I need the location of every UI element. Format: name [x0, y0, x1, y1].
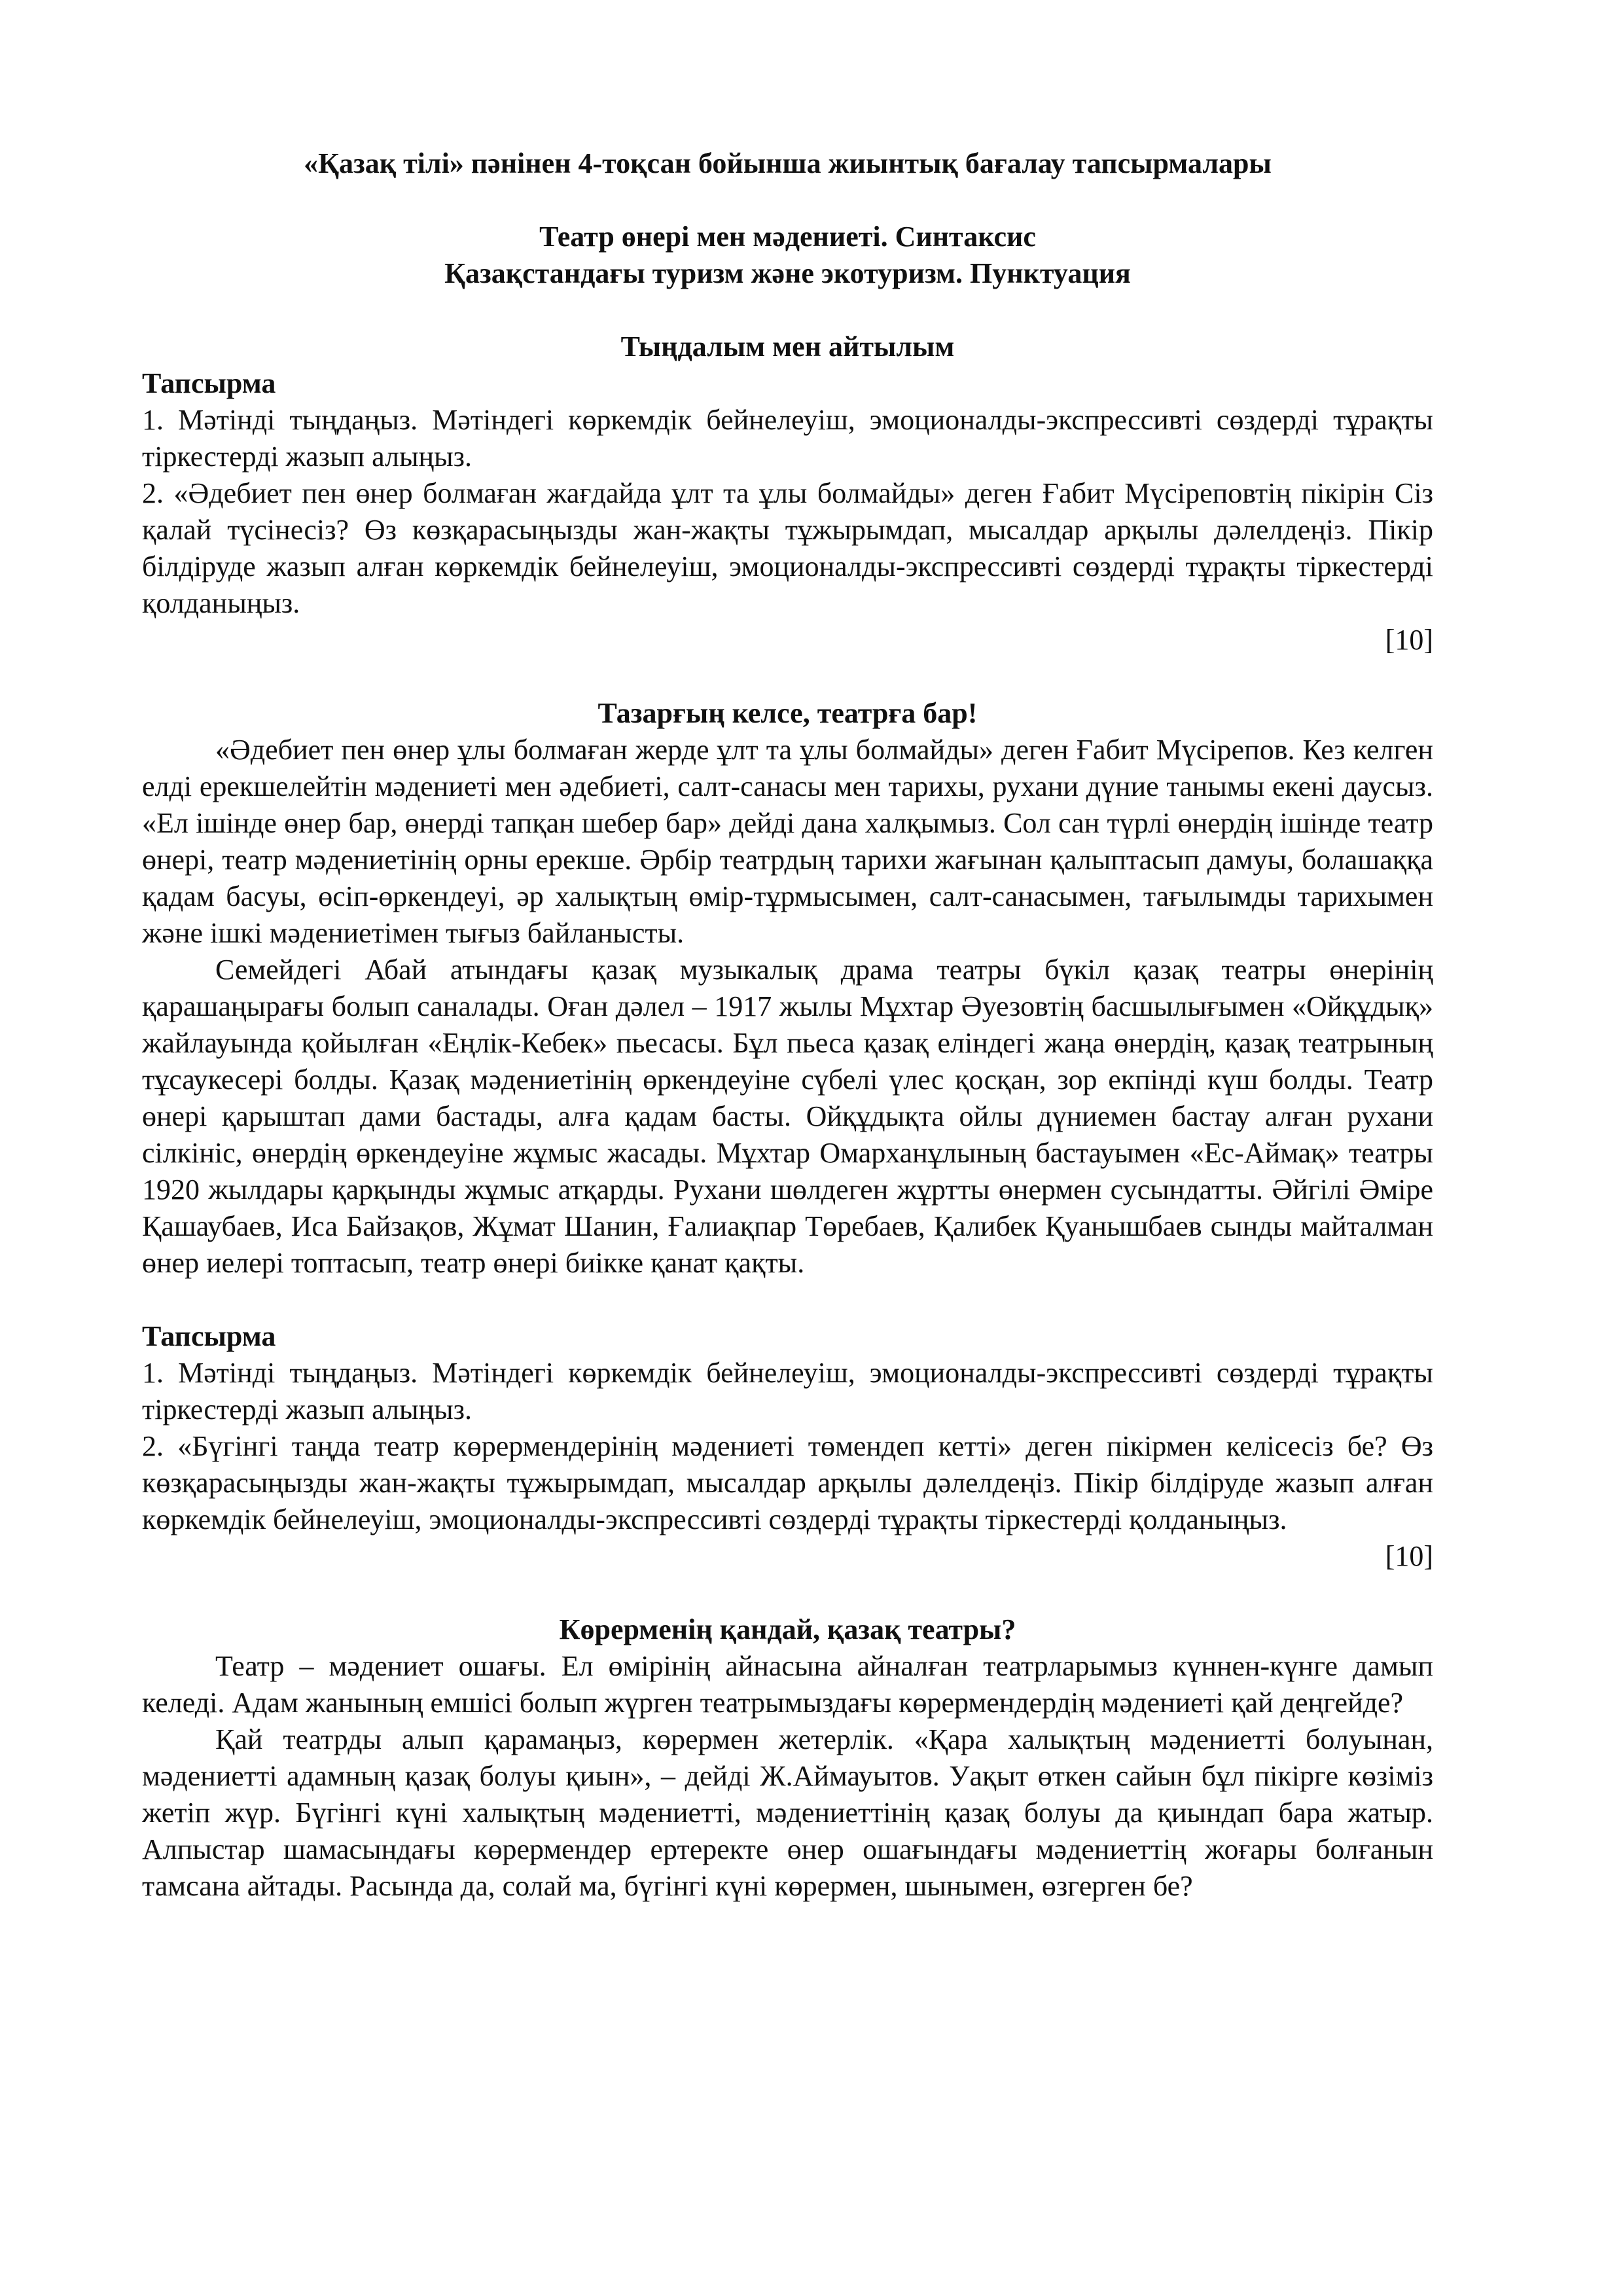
text-1-paragraph-1: «Әдебиет пен өнер ұлы болмаған жерде ұлт та ұлы болмайды» деген Ғабит Мүсірепов. Кез келген елді ерекшелейтін мәдениеті мен әдебиеті, салт-санасы мен тарихы, рухани дүние танымы екені даусыз. «Ел ішінде өнер бар, өнерді тапқан шебер бар» дейді дана халқымыз. Сол сан түрлі өнердің ішінде театр өнері, театр мәдениетінің орны ерекше. Әрбір театрдың тарихи жағынан қалыптасып дамуы, болашаққа қадам басуы, өсіп-өркендеуі, әр халықтың өмір-тұрмысымен, салт-санасымен, тағылымды тарихымен және ішкі мәдениетімен тығыз байланысты. [142, 734, 1433, 949]
document-title: «Қазақ тілі» пәнінен 4-тоқсан бойынша жиынтық бағалау тапсырмалары [304, 147, 1272, 179]
topic-line-2: Қазақстандағы туризм және экотуризм. Пунктуация [444, 257, 1131, 289]
task-1-item-1: 1. Мәтінді тыңдаңыз. Мәтіндегі көркемдік бейнелеуіш, эмоционалды-экспрессивті сөздерді тұрақты тіркестерді жазып алыңыз. [142, 404, 1433, 473]
text-2-paragraph-2: Қай театрды алып қарамаңыз, көрермен жетерлік. «Қара халықтың мәдениетті болуынан, мәдениетті адамның қазақ болуы қиын», – дейді Ж.Аймауытов. Уақыт өткен сайын бұл пікірге көзіміз жетіп жүр. Бүгінгі күні халықтың мәдениетті, мәдениеттінің қазақ болуы да қиындап бара жатыр. Алпыстар шамасындағы көрермендер ертеректе өнер ошағындағы мәдениеттің жоғары болғанын тамсана айтады. Расында да, солай ма, бүгінгі күні көрермен, шынымен, өзгерген бе? [142, 1723, 1433, 1902]
task-2-item-1: 1. Мәтінді тыңдаңыз. Мәтіндегі көркемдік бейнелеуіш, эмоционалды-экспрессивті сөздерді тұрақты тіркестерді жазып алыңыз. [142, 1357, 1433, 1426]
task-2-score: [10] [1385, 1540, 1433, 1572]
text-2-title: Көрерменің қандай, қазақ театры? [559, 1613, 1016, 1645]
task-2-item-2: 2. «Бүгінгі таңда театр көрермендерінің мәдениеті төмендеп кетті» деген пікірмен келісесіз бе? Өз көзқарасыңызды жан-жақты тұжырымдап, мысалдар арқылы дәлелдеңіз. Пікір білдіруде жазып алған көркемдік бейнелеуіш, эмоционалды-экспрессивті сөздерді тұрақты тіркестерді қолданыңыз. [142, 1430, 1433, 1535]
task-1-score: [10] [1385, 624, 1433, 656]
document-page [142, 145, 1433, 1905]
task-1-label: Тапсырма [142, 367, 276, 399]
task-2-label: Тапсырма [142, 1320, 276, 1352]
text-1-paragraph-2: Семейдегі Абай атындағы қазақ музыкалық драма театры бүкіл қазақ театры өнерінің қарашаңырағы болып саналады. Оған дәлел – 1917 жылы Мұхтар Әуезовтің басшылығымен «Ойқұдық» жайлауында қойылған «Еңлік-Кебек» пьесасы. Бұл пьеса қазақ еліндегі жаңа өнердің, қазақ театрының тұсаукесері болды. Қазақ мәдениетінің өркендеуіне сүбелі үлес қосқан, зор екпінді күш болды. Театр өнері қарыштап дами бастады, алға қадам басты. Ойқұдықта ойлы дүниемен бастау алған рухани сілкініс, өнердің өркендеуіне жұмыс жасады. Мұхтар Омарханұлының бастауымен «Ес-Аймақ» театры 1920 жылдары қарқынды жұмыс атқарды. Рухани шөлдеген жұртты өнермен сусындатты. Әйгілі Әміре Қашаубаев, Иса Байзақов, Жұмат Шанин, Ғалиақпар Төребаев, Қалибек Қуанышбаев сынды майталман өнер иелері топтасып, театр өнері биікке қанат қақты. [142, 954, 1433, 1279]
text-1-title: Тазарғың келсе, театрға бар! [597, 697, 978, 729]
topic-line-1: Театр өнері мен мәдениеті. Синтаксис [539, 221, 1036, 253]
section-title: Тыңдалым мен айтылым [620, 331, 955, 363]
spacer [142, 1282, 1433, 1318]
text-2-paragraph-1: Театр – мәдениет ошағы. Ел өмірінің айнасына айналған театрларымыз күннен-күнге дамып келеді. Адам жанының емшісі болып жүрген театрымыздағы көрермендердің мәдениеті қай деңгейде? [142, 1650, 1433, 1719]
task-1-item-2: 2. «Әдебиет пен өнер болмаған жағдайда ұлт та ұлы болмайды» деген Ғабит Мүсіреповтің пікірін Сіз қалай түсінесіз? Өз көзқарасыңызды жан-жақты тұжырымдап, мысалдар арқылы дәлелдеңіз. Пікір білдіруде жазып алған көркемдік бейнелеуіш, эмоционалды-экспрессивті сөздерді тұрақты тіркестерді қолданыңыз. [142, 477, 1433, 619]
